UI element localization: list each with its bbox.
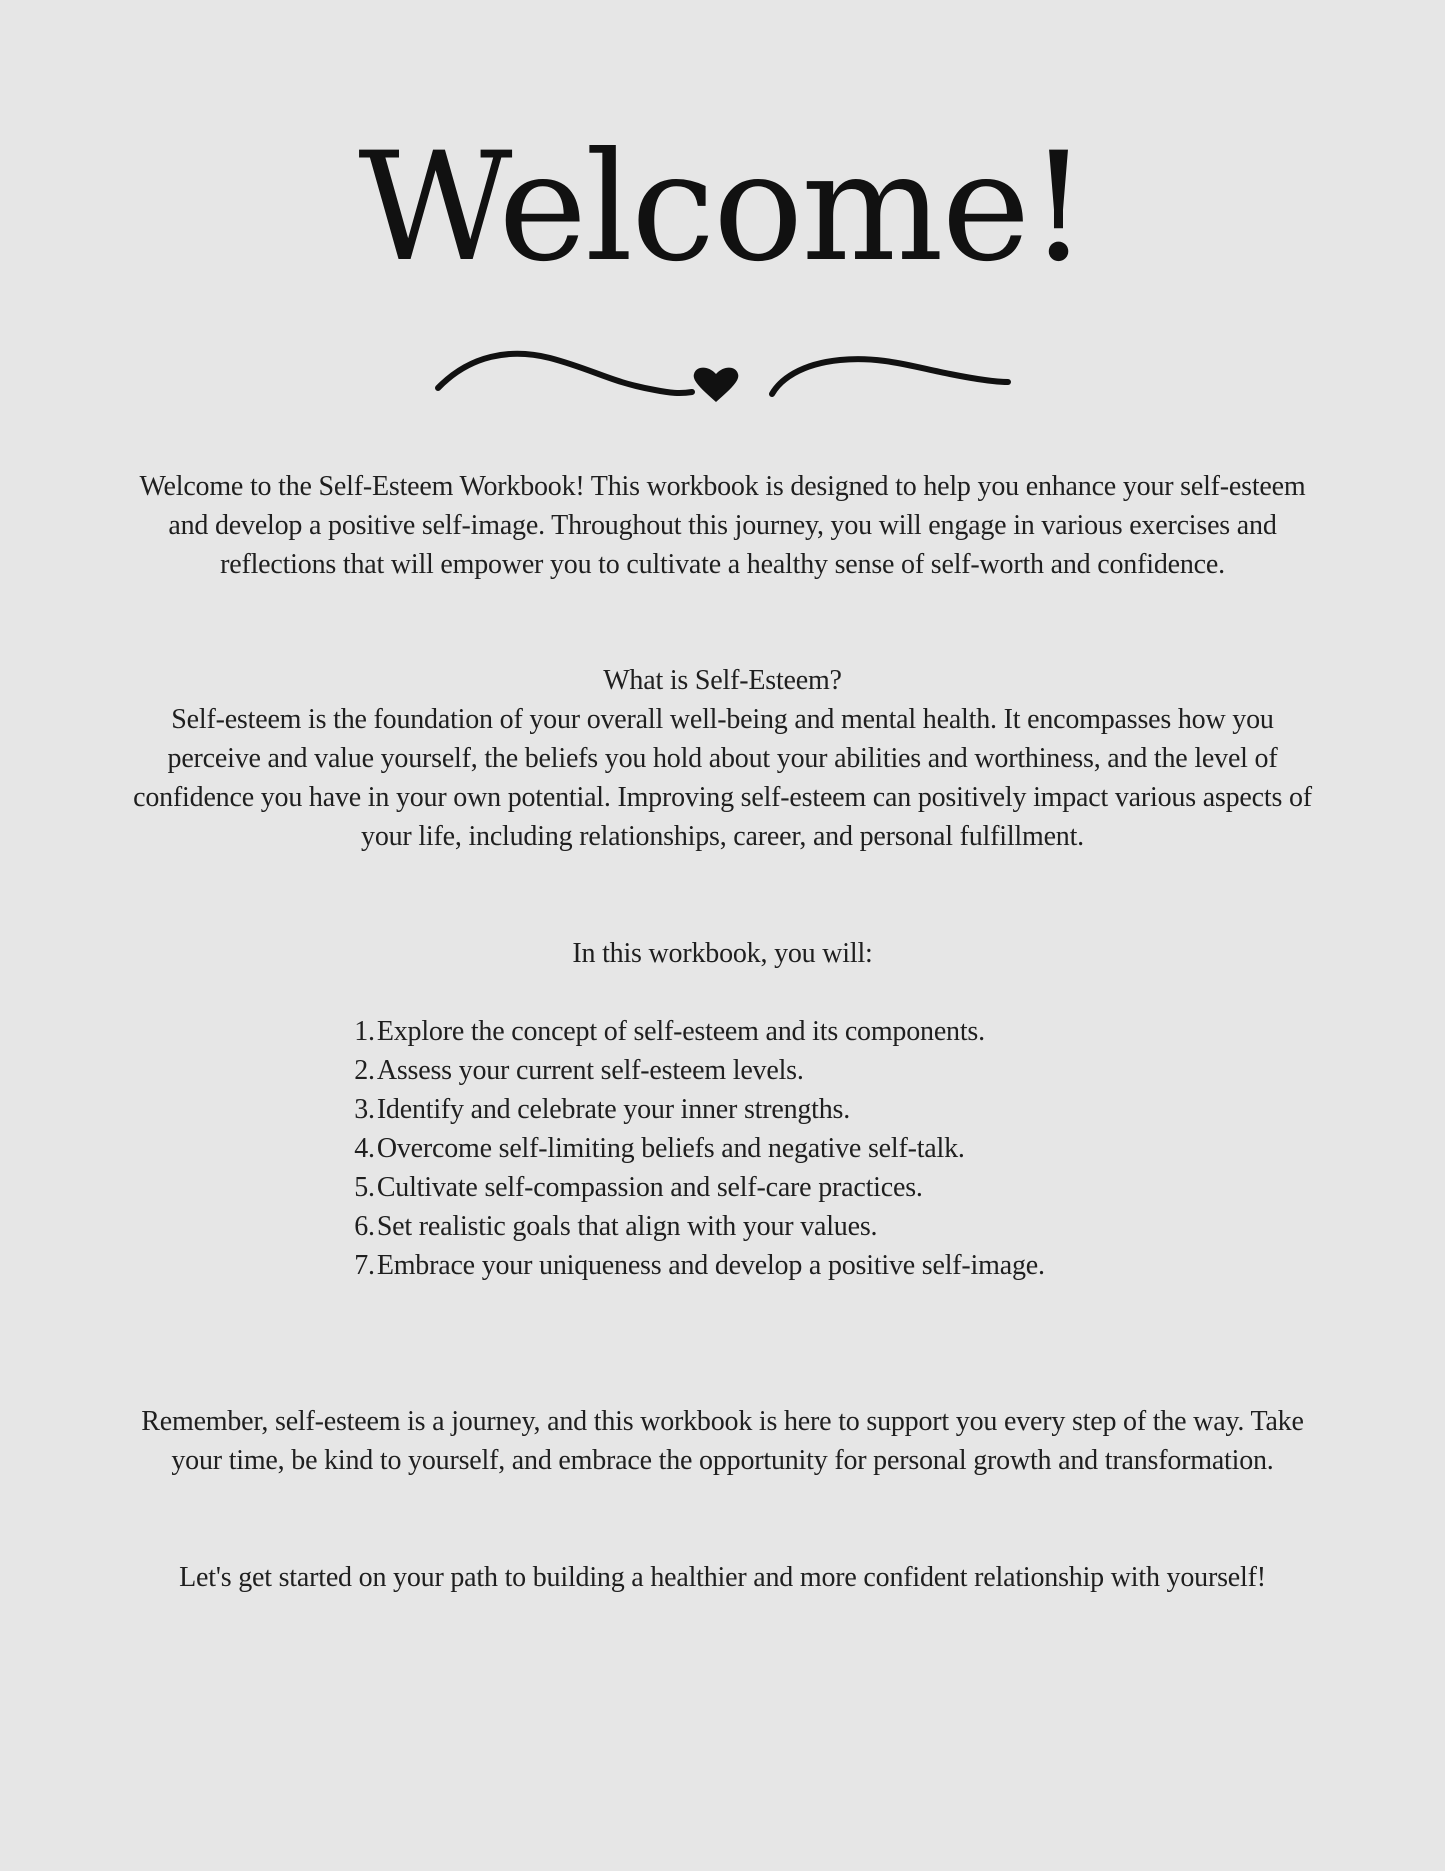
page-title: Welcome! (358, 121, 1087, 295)
list-intro: In this workbook, you will: (572, 938, 873, 969)
section-heading-what-is: What is Self-Esteem? (603, 665, 842, 696)
what-is-paragraph: Self-esteem is the foundation of your overall well-being and mental health. It encompasses how you perceive and value yourself, the beliefs you hold about your abilities and worthiness, and the level of confidence you have in your own potential. Improving self-esteem can positively impact various aspects of your life, including relationships, career, and personal fulfillment. (133, 704, 1312, 852)
list-item-text: Explore the concept of self-esteem and its components. (376, 1016, 985, 1047)
list-item-text: Identify and celebrate your inner strengths. (376, 1094, 851, 1125)
list-item-text: Assess your current self-esteem levels. (376, 1055, 804, 1086)
list-item-number: 4 (354, 1133, 368, 1164)
list-item: 5 . Cultivate self-compassion and self-care practices. (340, 1168, 1240, 1207)
list-item-number: 2 (354, 1055, 368, 1086)
heart-flourish-icon (430, 340, 1015, 410)
list-item: 7 . Embrace your uniqueness and develop a positive self-image. (340, 1246, 1240, 1285)
list-item: 2 . Assess your current self-esteem levels. (340, 1051, 1240, 1090)
remember-paragraph: Remember, self-esteem is a journey, and this workbook is here to support you every step of the way. Take your time, be kind to yourself, and embrace the opportunity for personal growth and transformation. (141, 1406, 1304, 1476)
list-item-text: Overcome self-limiting beliefs and negative self-talk. (376, 1133, 965, 1164)
intro-paragraph: Welcome to the Self-Esteem Workbook! This workbook is designed to help you enhance your self-esteem and develop a positive self-image. Throughout this journey, you will engage in various exercises and reflections that will empower you to cultivate a healthy sense of self-worth and confidence. (139, 471, 1306, 580)
list-item-number: 3 (354, 1094, 368, 1125)
list-item: 4 . Overcome self-limiting beliefs and negative self-talk. (340, 1129, 1240, 1168)
list-item-number: 1 (354, 1016, 368, 1047)
goals-list (340, 1012, 1240, 1285)
list-item-text: Cultivate self-compassion and self-care practices. (376, 1172, 923, 1203)
list-item-number: 7 (354, 1250, 368, 1281)
list-item-number: 6 (354, 1211, 368, 1242)
list-item: 6 . Set realistic goals that align with your values. (340, 1207, 1240, 1246)
list-item: 1 . Explore the concept of self-esteem and its components. (340, 1012, 1240, 1051)
closing-paragraph: Let's get started on your path to building a healthier and more confident relationship with yourself! (179, 1562, 1266, 1593)
list-item-text: Embrace your uniqueness and develop a positive self-image. (376, 1250, 1045, 1281)
list-item-number: 5 (354, 1172, 368, 1203)
list-item-text: Set realistic goals that align with your values. (376, 1211, 878, 1242)
list-item: 3 . Identify and celebrate your inner strengths. (340, 1090, 1240, 1129)
